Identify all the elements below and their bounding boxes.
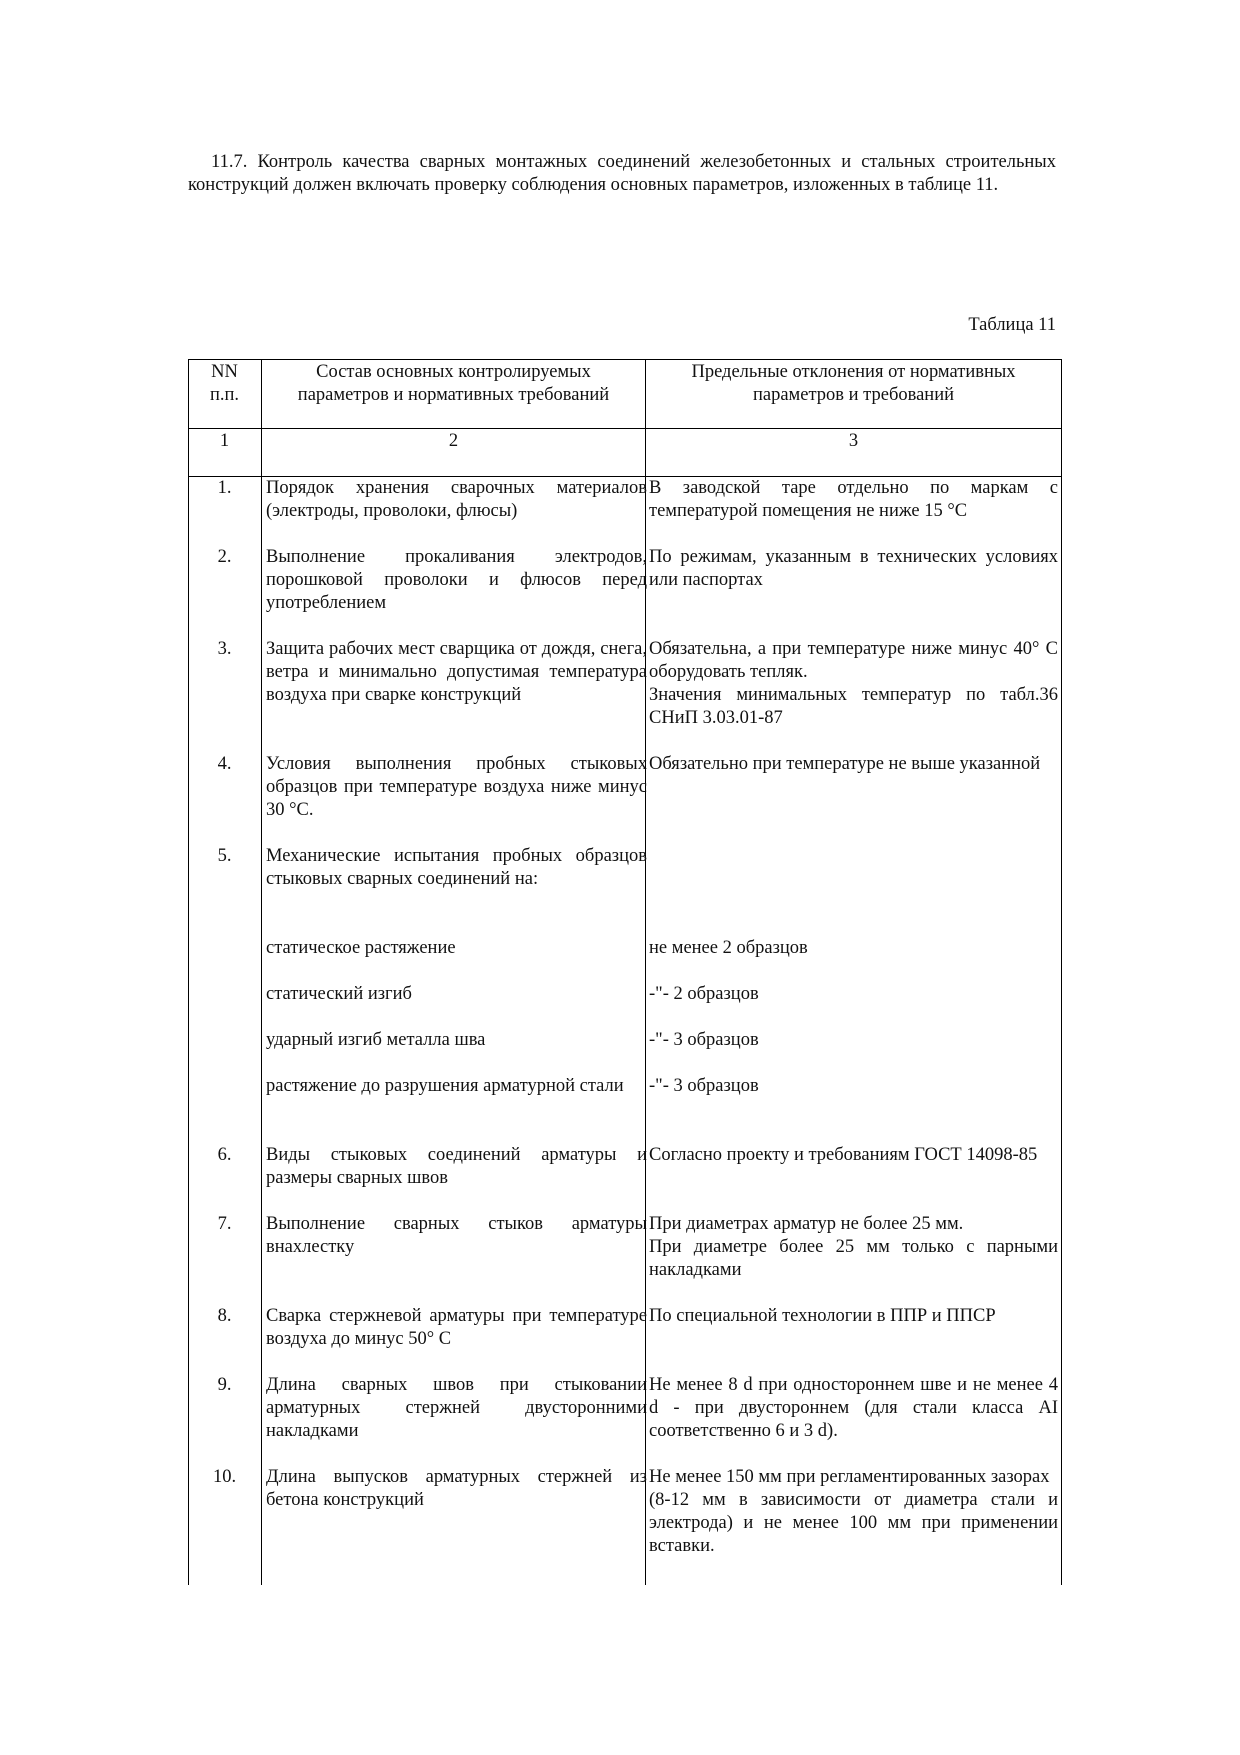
header-col-parameters-line1: Состав основных контролируемых: [316, 362, 591, 382]
intro-paragraph: 11.7. Контроль качества сварных монтажных соединений железобетонных и стальных строительных конструкций должен включать проверку соблюдения основных параметров, изложенных в таблице 11.: [188, 152, 1056, 195]
header-col-number: [188, 361, 261, 407]
table-caption: Таблица 11: [968, 315, 1056, 335]
row-deviation-extra: При диаметре более 25 мм только с парными накладками: [649, 1237, 1058, 1280]
header-col-number-line2: п.п.: [209, 385, 240, 405]
row-deviation-main: Обязательна, а при температуре ниже минус 40° С оборудовать тепляк.: [649, 639, 1058, 682]
table-border-left: [188, 359, 189, 1585]
row-deviation-main: Не менее 150 мм при регламентированных зазорах: [649, 1467, 1050, 1487]
row-deviation-extra: Значения минимальных температур по табл.36 СНиП 3.03.01-87: [649, 685, 1058, 728]
row-deviation: В заводской таре отдельно по маркам с температурой помещения не ниже 15 °С: [649, 478, 1058, 521]
row-parameter: Механические испытания пробных образцов стыковых сварных соединений на:: [266, 846, 647, 889]
row-parameter: Выполнение сварных стыков арматуры внахлестку: [266, 1214, 647, 1257]
header-col-number-line1: NN: [211, 362, 238, 382]
table-border-right: [1061, 359, 1062, 1585]
col-number-2: 2: [448, 431, 459, 451]
row-number: 1.: [217, 478, 232, 498]
row-number: 7.: [217, 1214, 232, 1234]
row-parameter: Условия выполнения пробных стыковых образцов при температуре воздуха ниже минус 30 °С.: [266, 754, 647, 820]
row-deviation: Согласно проекту и требованиям ГОСТ 14098-85: [649, 1145, 1038, 1165]
row-parameter: Сварка стержневой арматуры при температуре воздуха до минус 50° С: [266, 1306, 647, 1349]
row-deviation: Не менее 8 d при одностороннем шве и не менее 4 d - при двустороннем (для стали класса AI соответственно 6 и 3 d).: [649, 1375, 1058, 1441]
row-deviation-extra: (8-12 мм в зависимости от диаметра стали и электрода) и не менее 100 мм при применении вставки.: [649, 1490, 1058, 1556]
row-parameter: Защита рабочих мест сварщика от дождя, снега, ветра и минимально допустимая температура воздуха при сварке конструкций: [266, 639, 647, 705]
subrow-deviation: -"- 3 образцов: [649, 1030, 759, 1050]
subrow-parameter: ударный изгиб металла шва: [266, 1030, 486, 1050]
row-parameter: Выполнение прокаливания электродов, порошковой проволоки и флюсов перед употреблением: [266, 547, 647, 613]
header-col-parameters: [262, 361, 645, 407]
header-col-deviations-line2: параметров и требований: [752, 385, 955, 405]
row-parameter: Виды стыковых соединений арматуры и размеры сварных швов: [266, 1145, 647, 1188]
row-deviation: [649, 1466, 1058, 1558]
subrow-deviation: не менее 2 образцов: [649, 938, 808, 958]
subrow-deviation: -"- 2 образцов: [649, 984, 759, 1004]
subrow-parameter: статическое растяжение: [266, 938, 456, 958]
row-parameter: Длина сварных швов при стыковании арматурных стержней двусторонними накладками: [266, 1375, 647, 1441]
header-col-deviations-line1: Предельные отклонения от нормативных: [691, 362, 1016, 382]
row-deviation: По режимам, указанным в технических условиях или паспортах: [649, 547, 1058, 590]
row-deviation: По специальной технологии в ППР и ППСР: [649, 1306, 996, 1326]
header-col-deviations: [646, 361, 1061, 407]
table-header-separator: [188, 428, 1062, 429]
row-deviation: [649, 1213, 1058, 1282]
row-number: 5.: [217, 846, 232, 866]
row-deviation-main: При диаметрах арматур не более 25 мм.: [649, 1214, 964, 1234]
row-number: 6.: [217, 1145, 232, 1165]
table-divider-1: [261, 359, 262, 1585]
subrow-parameter: растяжение до разрушения арматурной стали: [266, 1076, 624, 1096]
header-col-parameters-line2: параметров и нормативных требований: [297, 385, 610, 405]
col-number-3: 3: [848, 431, 859, 451]
row-number: 4.: [217, 754, 232, 774]
row-parameter: Длина выпусков арматурных стержней из бетона конструкций: [266, 1467, 647, 1510]
subrow-deviation: -"- 3 образцов: [649, 1076, 759, 1096]
col-number-1: 1: [219, 431, 230, 451]
table-border-top: [188, 359, 1062, 360]
row-number: 3.: [217, 639, 232, 659]
row-parameter: Порядок хранения сварочных материалов (электроды, проволоки, флюсы): [266, 478, 647, 521]
row-number: 2.: [217, 547, 232, 567]
row-number: 9.: [217, 1375, 232, 1395]
row-deviation: Обязательно при температуре не выше указанной: [649, 754, 1041, 774]
row-deviation: [649, 638, 1058, 730]
subrow-parameter: статический изгиб: [266, 984, 412, 1004]
row-number: 8.: [217, 1306, 232, 1326]
row-number: 10.: [212, 1467, 237, 1487]
